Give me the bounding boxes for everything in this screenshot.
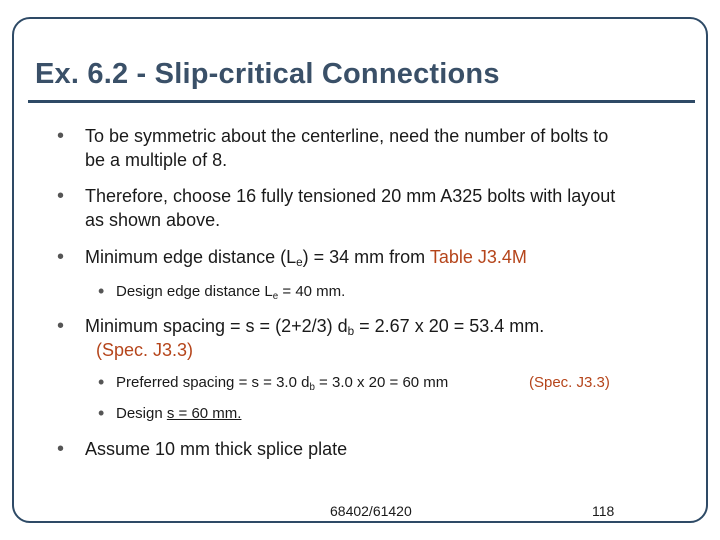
- table-reference: Table J3.4M: [429, 247, 527, 267]
- bullet-3-sub-1-text: Design edge distance $L_e = 40$ mm.: [116, 283, 346, 302]
- bullet-5-text: Assume 10 mm thick splice plate: [85, 439, 348, 459]
- sub-bullet-icon: •: [98, 281, 105, 301]
- bullet-3-text: Minimum edge distance $(L_e) = 34$ mm from Table J3.4M: [85, 247, 527, 269]
- spec-reference-2: (Spec. J3.3): [529, 374, 610, 391]
- bullet-1-line-2: be a multiple of 8.: [85, 150, 228, 170]
- spec-reference: (Spec. J3.3): [96, 340, 194, 360]
- title-underline: [28, 100, 695, 103]
- slide-title: Ex. 6.2 - Slip-critical Connections: [35, 58, 500, 90]
- bullet-4-sub-2-text: Design s = 60 mm.: [116, 405, 242, 422]
- sub-bullet-icon: •: [98, 372, 105, 392]
- bullet-1-line-1: To be symmetric about the centerline, need the number of bolts to: [85, 126, 609, 146]
- bullet-icon: •: [57, 185, 65, 207]
- bullet-4-text: Minimum spacing = s = (2+2/3) $d_b = 2.67$ x 20 = 53.4 mm.: [85, 316, 545, 338]
- bullet-icon: •: [57, 246, 65, 268]
- footer-course-code: 68402/61420: [330, 503, 412, 519]
- bullet-icon: •: [57, 125, 65, 147]
- bullet-2-line-1: Therefore, choose 16 fully tensioned 20 mm A325 bolts with layout: [85, 186, 616, 206]
- bullet-icon: •: [57, 438, 65, 460]
- bullet-2-line-2: as shown above.: [85, 210, 221, 230]
- bullet-icon: •: [57, 315, 65, 337]
- bullet-4-sub-1-text: Preferred spacing = s = 3.0 $d_b = 3.0$ x 20 = 60 mm: [116, 374, 449, 393]
- page-number: 118: [592, 503, 615, 519]
- sub-bullet-icon: •: [98, 403, 105, 423]
